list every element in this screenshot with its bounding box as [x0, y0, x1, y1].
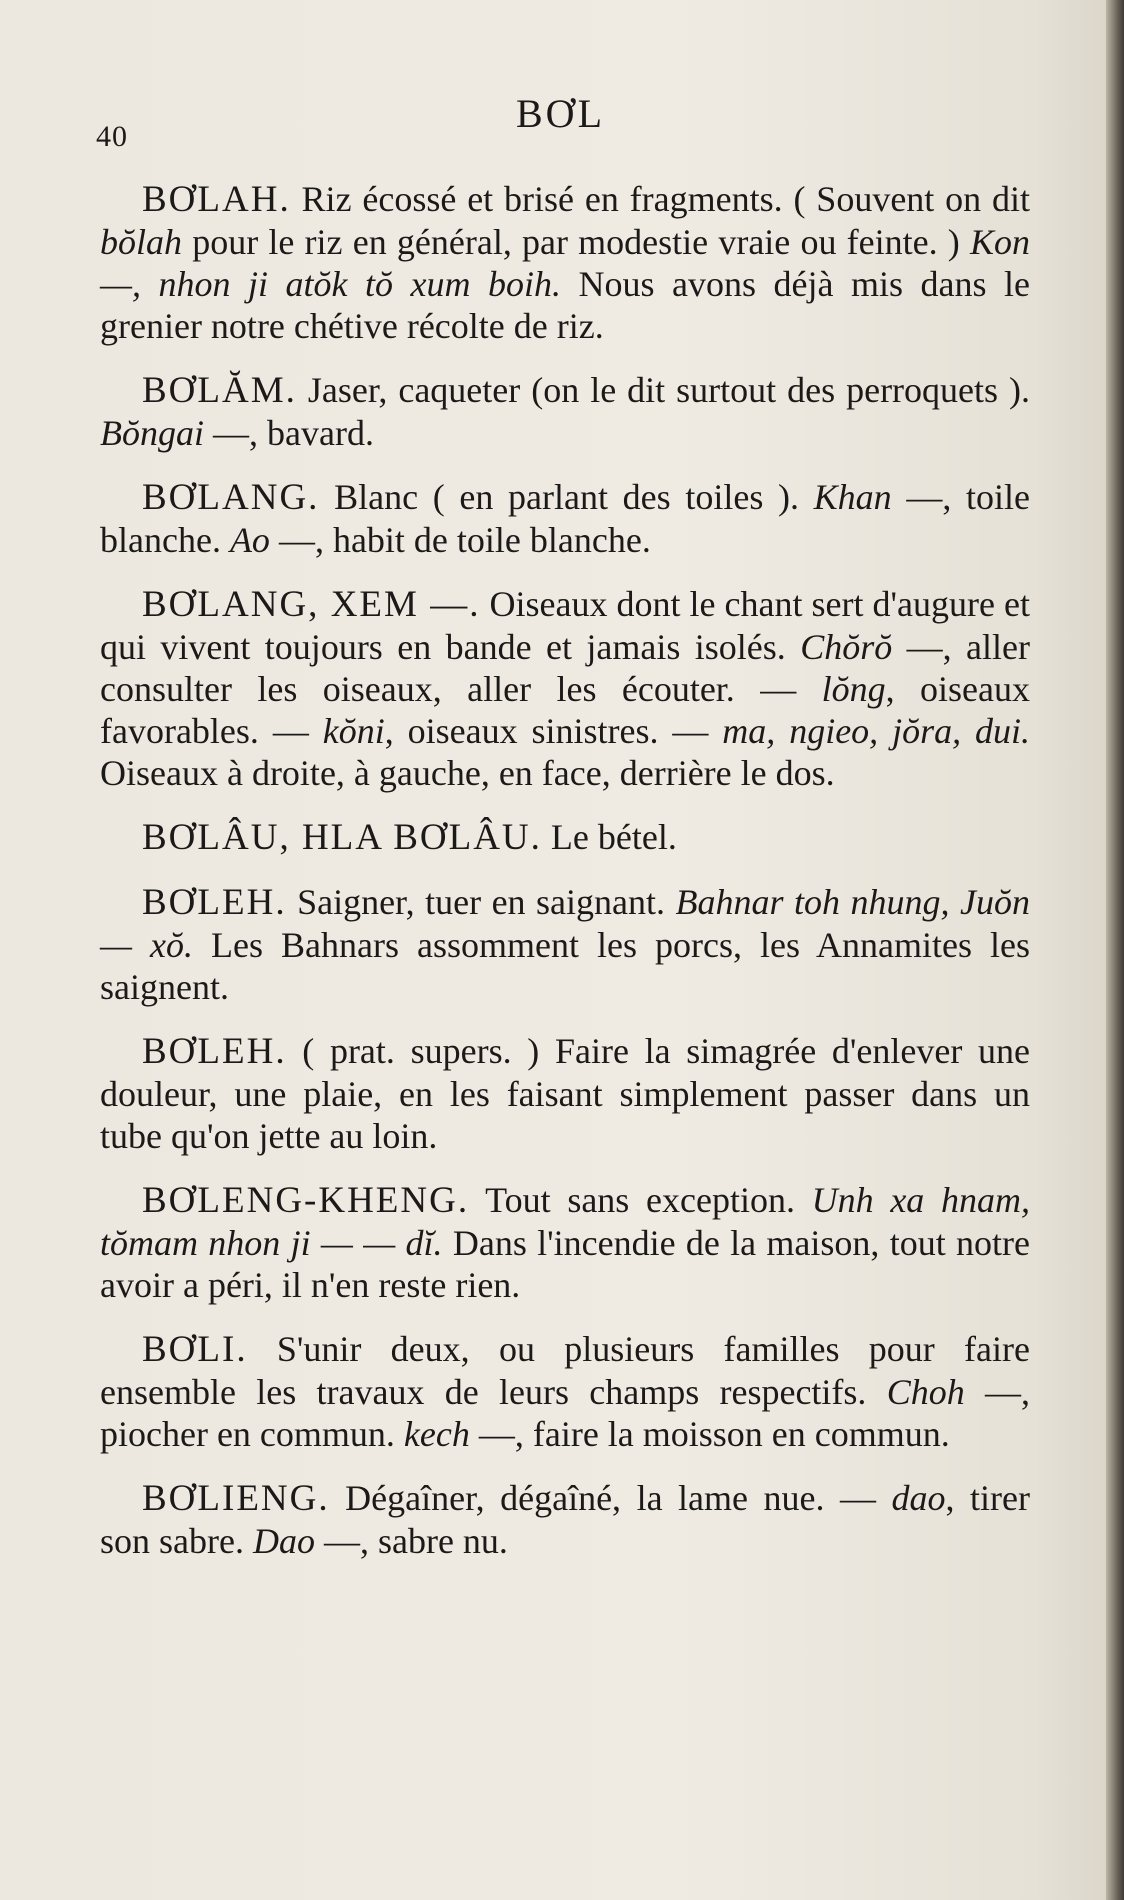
dictionary-entry: [100, 1030, 1030, 1157]
entry-example-italic: Choh: [886, 1372, 965, 1412]
entry-definition-text: —, habit de toile blanche.: [269, 520, 651, 560]
entry-definition-text: Les Bahnars assomment les porcs, les Annamites les saignent.: [100, 925, 1030, 1007]
entry-example-italic: Kon —, nhon ji atŏk tŏ xum boih.: [100, 222, 1030, 304]
entry-definition-text: Oiseaux dont le chant sert d'augure et qui vivent toujours en bande et jamais isolés.: [100, 584, 1030, 667]
entry-headword: BƠLANG.: [142, 477, 320, 518]
dictionary-entry: [100, 369, 1030, 454]
entry-headword: BƠLANG, XEM —.: [142, 584, 481, 625]
page-number: 40: [96, 120, 128, 153]
dictionary-entries: [100, 178, 1030, 1584]
entry-definition-text: Blanc ( en parlant des toiles ).: [319, 477, 814, 517]
entry-example-italic: lŏng: [821, 669, 886, 709]
page-edge: [1106, 0, 1124, 1900]
entry-headword: BƠLEH.: [142, 882, 287, 923]
entry-headword: BƠLĂM.: [142, 370, 297, 411]
entry-definition-text: —, aller consulter les oiseaux, aller les écouter. —: [100, 627, 1030, 709]
entry-definition-text: —, toile blanche.: [100, 477, 1030, 560]
entry-headword: BƠLEH.: [142, 1031, 287, 1072]
entry-example-italic: dao: [891, 1478, 946, 1518]
entry-definition-text: Oiseaux à droite, à gauche, en face, derrière le dos.: [100, 753, 835, 793]
entry-headword: BƠLI.: [142, 1329, 248, 1370]
entry-definition-text: , oiseaux sinistres. —: [384, 711, 723, 751]
entry-definition-text: —, faire la moisson en commun.: [469, 1414, 950, 1454]
dictionary-entry: [100, 476, 1030, 561]
entry-definition-text: —, bavard.: [204, 413, 374, 453]
entry-definition-text: Le bétel.: [541, 817, 677, 857]
entry-headword: BƠLIENG.: [142, 1478, 330, 1519]
dictionary-entry: [100, 583, 1030, 794]
entry-definition-text: Dégaîner, dégaîné, la lame nue. —: [329, 1478, 892, 1518]
entry-example-italic: Khan: [813, 477, 892, 517]
entry-definition-text: Dans l'incendie de la maison, tout notre avoir a péri, il n'en reste rien.: [100, 1223, 1030, 1305]
entry-definition-text: , oiseaux favorables. —: [100, 669, 1031, 751]
entry-headword: BƠLÂU, HLA BƠLÂU.: [142, 817, 542, 858]
entry-example-italic: Bŏngai: [100, 413, 204, 453]
entry-headword: BƠLENG-KHENG.: [142, 1180, 470, 1221]
entry-example-italic: ma, ngieo, jŏra, dui.: [722, 711, 1030, 751]
dictionary-entry: [100, 1179, 1030, 1306]
entry-definition-text: —, piocher en commun.: [100, 1372, 1030, 1454]
dictionary-entry: [100, 178, 1030, 347]
entry-definition-text: pour le riz en général, par modestie vraie ou feinte. ): [182, 222, 970, 262]
page-header: [0, 86, 1124, 153]
entry-example-italic: kech: [403, 1414, 470, 1454]
entry-definition-text: Nous avons déjà mis dans le grenier notre chétive récolte de riz.: [100, 264, 1030, 346]
dictionary-entry: [100, 816, 1030, 859]
entry-definition-text: S'unir deux, ou plusieurs familles pour faire ensemble les travaux de leurs champs respectifs.: [100, 1329, 1030, 1412]
entry-example-italic: Dao: [252, 1521, 315, 1561]
entry-example-italic: Chŏrŏ: [800, 627, 893, 667]
entry-definition-text: Riz écossé et brisé en fragments. ( Souvent on dit: [290, 179, 1030, 219]
entry-definition-text: , tirer son sabre.: [100, 1478, 1030, 1561]
entry-headword: BƠLAH.: [142, 179, 291, 220]
dictionary-entry: [100, 1328, 1030, 1455]
entry-definition-text: ( prat. supers. ) Faire la simagrée d'enlever une douleur, une plaie, en les faisant simplement passer dans un tube qu'on jette au loin.: [100, 1031, 1030, 1156]
entry-example-italic: Ao: [229, 520, 270, 560]
entry-example-italic: kŏni: [322, 711, 385, 751]
entry-definition-text: —, sabre nu.: [314, 1521, 508, 1561]
entry-definition-text: Saigner, tuer en saignant.: [286, 882, 676, 922]
entry-example-italic: bŏlah: [100, 222, 183, 262]
entry-definition-text: Tout sans exception.: [469, 1180, 812, 1220]
running-head: BƠL: [516, 91, 605, 136]
dictionary-entry: [100, 1477, 1030, 1562]
entry-definition-text: Jaser, caqueter (on le dit surtout des perroquets ).: [296, 370, 1030, 410]
entry-example-italic: Unh xa hnam, tŏmam nhon ji — — dĭ.: [100, 1180, 1030, 1263]
dictionary-entry: [100, 881, 1030, 1008]
entry-example-italic: Bahnar toh nhung, Juŏn — xŏ.: [100, 882, 1030, 965]
